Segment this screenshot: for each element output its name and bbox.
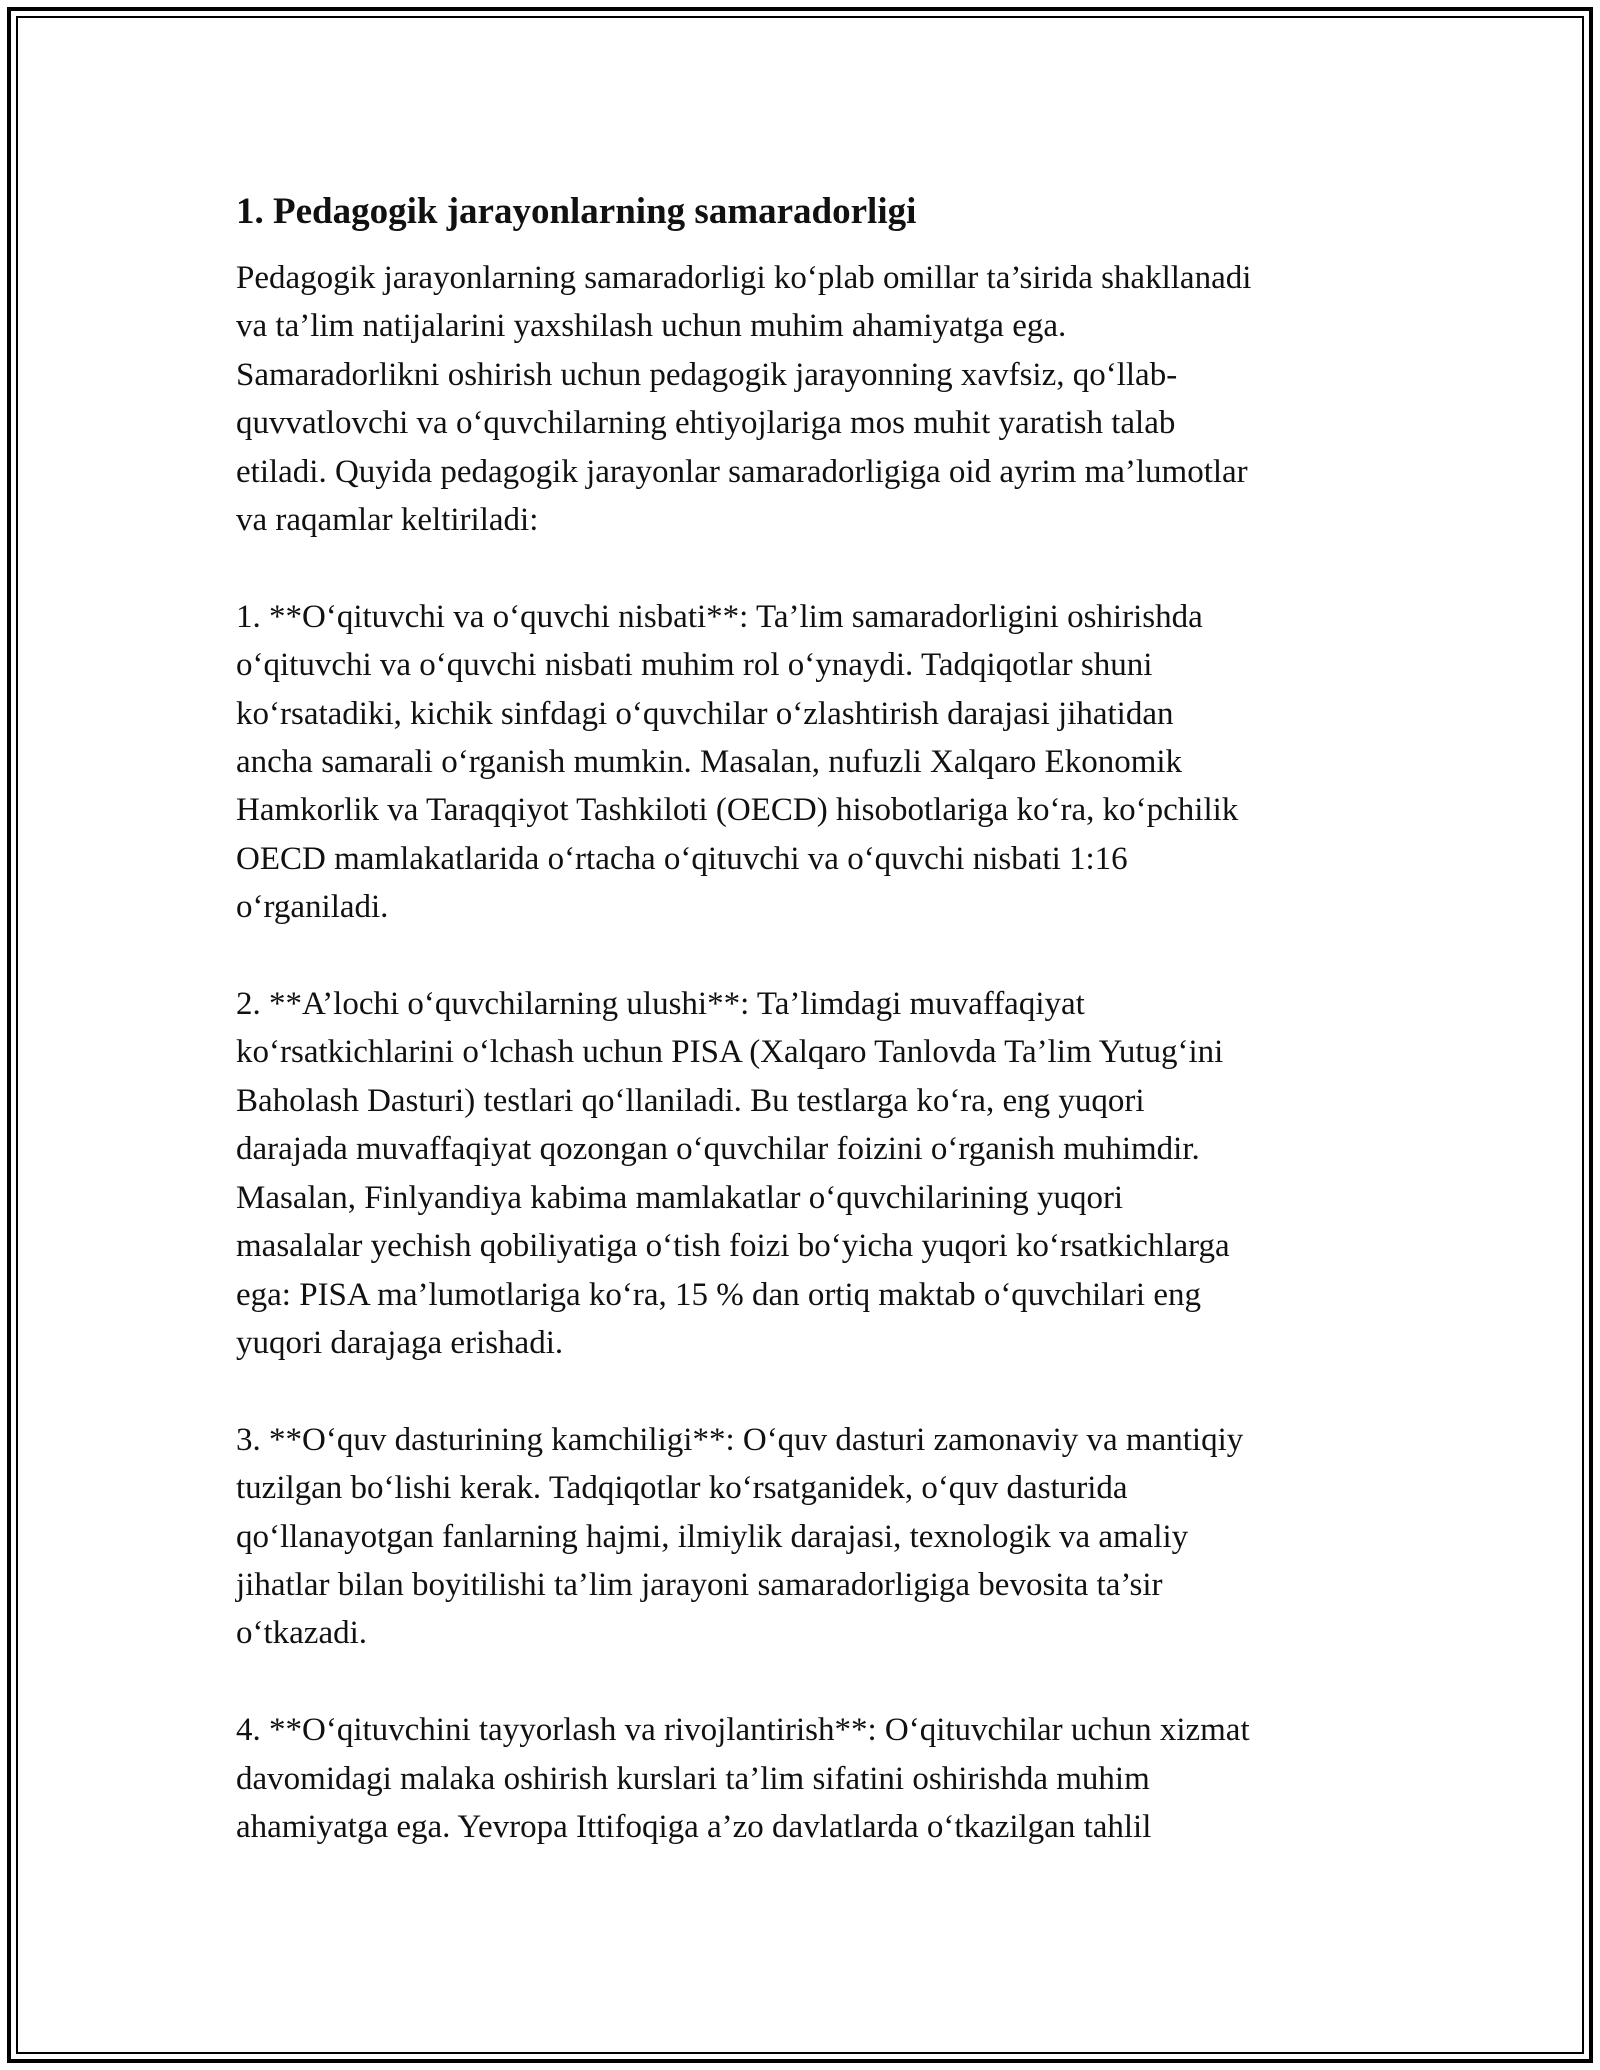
intro-paragraph xyxy=(236,254,1368,544)
text-line: va ta’lim natijalarini yaxshilash uchun muhim ahamiyatga ega. xyxy=(236,308,1067,345)
text-line: 4. **O‘qituvchini tayyorlash va rivojlantirish**: O‘qituvchilar uchun xizmat xyxy=(236,1712,1250,1749)
text-line: Masalan, Finlyandiya kabima mamlakatlar o‘quvchilarining yuqori xyxy=(236,1179,1124,1216)
text-line: davomidagi malaka oshirish kurslari ta’lim sifatini oshirishda muhim xyxy=(236,1760,1150,1797)
text-line: yuqori darajaga erishadi. xyxy=(236,1324,564,1361)
text-line: Baholash Dasturi) testlari qo‘llaniladi. Bu testlarga ko‘ra, eng yuqori xyxy=(236,1082,1145,1119)
list-item-paragraph xyxy=(236,593,1368,932)
text-line: 1. **O‘qituvchi va o‘quvchi nisbati**: Ta’lim samaradorligini oshirishda xyxy=(236,598,1203,635)
text-line: Samaradorlikni oshirish uchun pedagogik jarayonning xavfsiz, qo‘llab- xyxy=(236,356,1178,393)
text-line: ko‘rsatadiki, kichik sinfdagi o‘quvchilar o‘zlashtirish darajasi jihatidan xyxy=(236,695,1174,732)
text-line: etiladi. Quyida pedagogik jarayonlar samaradorligiga oid ayrim ma’lumotlar xyxy=(236,453,1248,490)
text-line: ahamiyatga ega. Yevropa Ittifoqiga a’zo davlatlarda o‘tkazilgan tahlil xyxy=(236,1808,1152,1845)
list-item-paragraph xyxy=(236,1416,1368,1658)
text-line: qo‘llanayotgan fanlarning hajmi, ilmiylik darajasi, texnologik va amaliy xyxy=(236,1518,1189,1555)
text-line: 3. **O‘quv dasturining kamchiligi**: O‘quv dasturi zamonaviy va mantiqiy xyxy=(236,1421,1244,1458)
text-line: o‘qituvchi va o‘quvchi nisbati muhim rol o‘ynaydi. Tadqiqotlar shuni xyxy=(236,647,1153,684)
list-item-paragraph xyxy=(236,1706,1368,1851)
list-item-paragraph xyxy=(236,980,1368,1367)
document-body xyxy=(236,186,1368,1851)
text-line: Hamkorlik va Taraqqiyot Tashkiloti (OECD) hisobotlariga ko‘ra, ko‘pchilik xyxy=(236,792,1239,829)
text-line: va raqamlar keltiriladi: xyxy=(236,502,539,539)
text-line: jihatlar bilan boyitilishi ta’lim jarayoni samaradorligiga bevosita ta’sir xyxy=(236,1566,1163,1603)
text-line: darajada muvaffaqiyat qozongan o‘quvchilar foizini o‘rganish muhimdir. xyxy=(236,1131,1200,1168)
text-line: o‘tkazadi. xyxy=(236,1615,368,1652)
text-line: quvvatlovchi va o‘quvchilarning ehtiyojlariga mos muhit yaratish talab xyxy=(236,405,1176,442)
text-line: o‘rganiladi. xyxy=(236,889,389,926)
section-heading: 1. Pedagogik jarayonlarning samaradorligi xyxy=(236,191,917,232)
text-line: ancha samarali o‘rganish mumkin. Masalan, nufuzli Xalqaro Ekonomik xyxy=(236,744,1183,781)
text-line: masalalar yechish qobiliyatiga o‘tish foizi bo‘yicha yuqori ko‘rsatkichlarga xyxy=(236,1228,1230,1265)
text-line: ko‘rsatkichlarini o‘lchash uchun PISA (Xalqaro Tanlovda Ta’lim Yutug‘ini xyxy=(236,1034,1224,1071)
text-line: 2. **A’lochi o‘quvchilarning ulushi**: Ta’limdagi muvaffaqiyat xyxy=(236,986,1085,1023)
text-line: Pedagogik jarayonlarning samaradorligi ko‘plab omillar ta’sirida shakllanadi xyxy=(236,260,1252,296)
text-line: ega: PISA ma’lumotlariga ko‘ra, 15 % dan ortiq maktab o‘quvchilari eng xyxy=(236,1276,1201,1313)
text-line: tuzilgan bo‘lishi kerak. Tadqiqotlar ko‘rsatganidek, o‘quv dasturida xyxy=(236,1470,1128,1507)
text-line: OECD mamlakatlarida o‘rtacha o‘qituvchi va o‘quvchi nisbati 1:16 xyxy=(236,840,1128,877)
